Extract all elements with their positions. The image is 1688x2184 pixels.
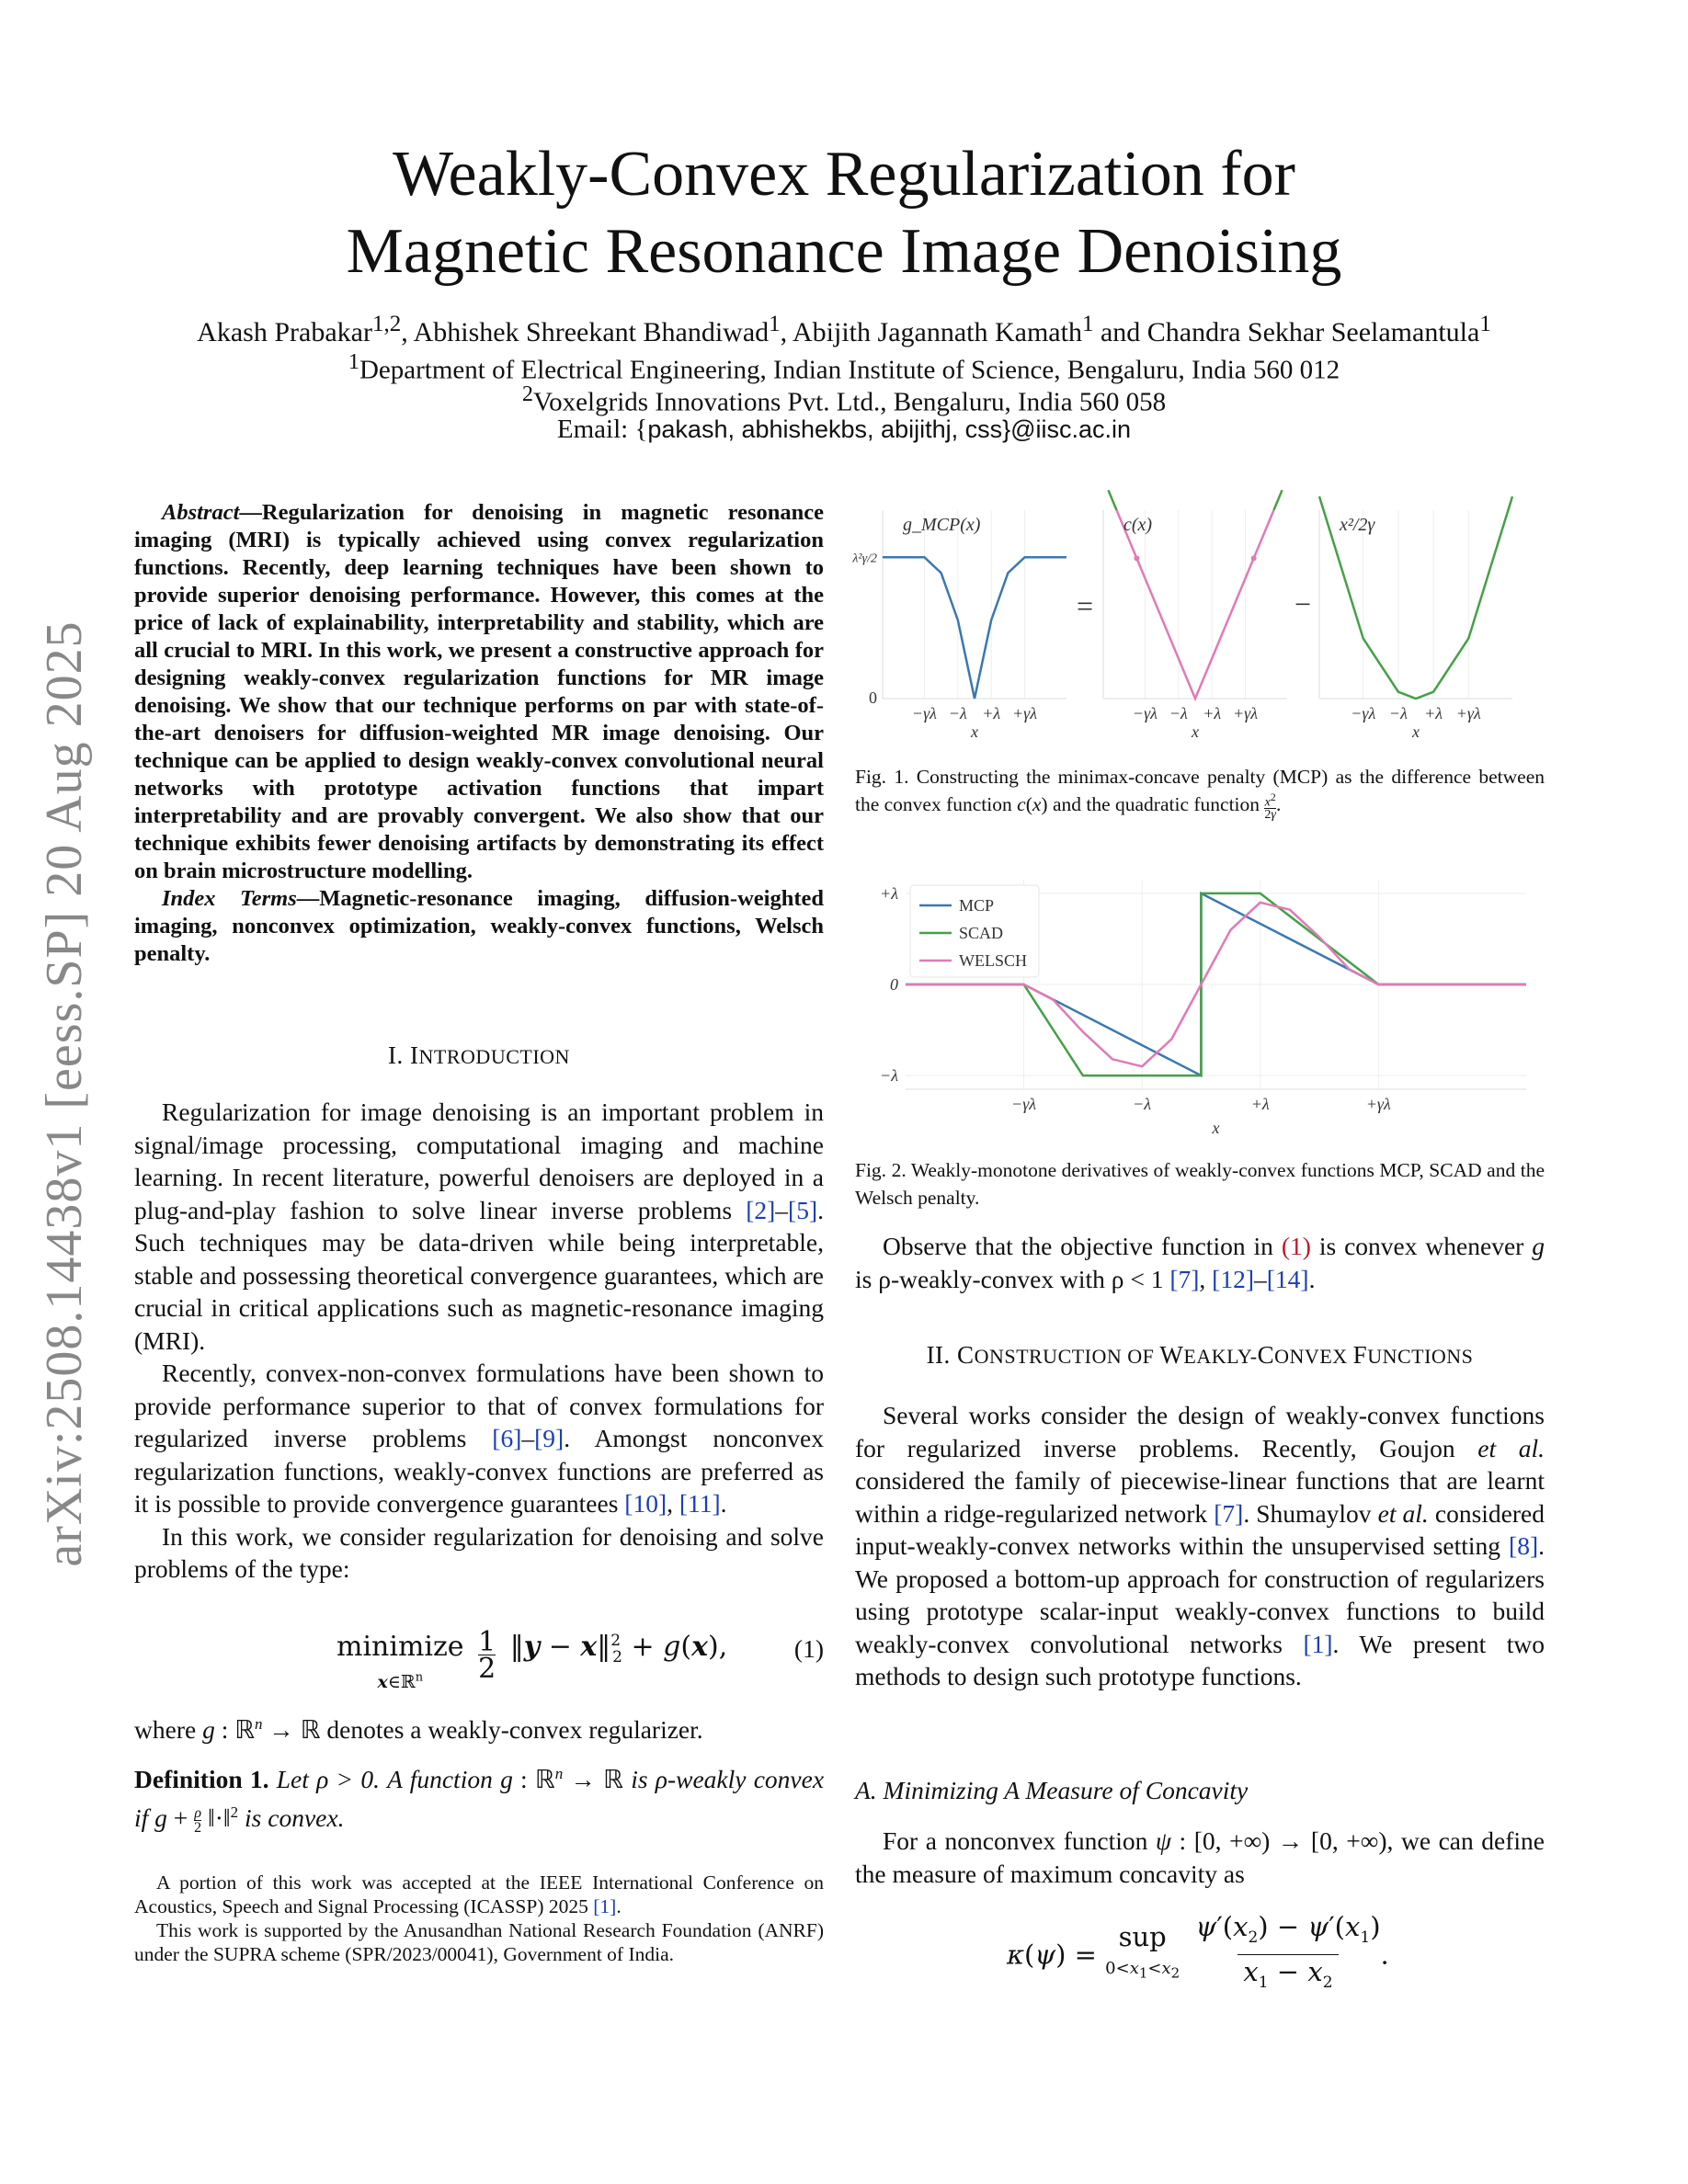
intro-body [134,1096,824,1586]
text: C [1257,1341,1275,1369]
text: – [775,1195,789,1224]
affiliation-sup: 1 [348,349,359,374]
footnotes [134,1871,824,1966]
construction-paragraph [855,1399,1545,1693]
index-terms-label: Index Terms [162,886,297,911]
author-affil-sup: 1 [769,312,781,336]
text: . [720,1489,727,1518]
text: . We proposed a bottom-up approach for construction of regularizers using prototype scalar-input weakly-convex functions to build weakly-convex convolutional networks [855,1531,1545,1658]
text: – [521,1424,535,1452]
y-tick-label: +λ [880,883,898,903]
fig1-panel-label: g_MCP(x) [903,515,981,535]
text: . [1275,793,1282,815]
section-title-rest: NTRODUCTION [418,1045,570,1068]
section-number: II. [926,1341,951,1369]
fig1-panel-label: x²/2γ [1340,515,1375,535]
citation-link[interactable]: [12] [1212,1264,1254,1293]
equation-number: (1) [793,1634,824,1663]
fig1-panel [883,510,1066,741]
legend-label: MCP [959,896,995,915]
fig1-curve-2 [1117,510,1274,699]
text: For a nonconvex function [883,1826,1156,1855]
x-axis-label: x [971,722,978,741]
author-affil-sup: 1 [1081,312,1094,336]
text: , [667,1489,679,1518]
text: A portion of this work was accepted at the IEEE International Conference on Acoustics, Speech and Signal Processing (ICASSP) 2025 [134,1871,824,1917]
fig1-curve-1 [883,557,1066,699]
fig1-marker [1134,555,1139,561]
affiliation-sup: 2 [521,381,533,406]
subsection-heading: A. Minimizing A Measure of Concavity [855,1776,1249,1804]
author-separator: , [780,317,793,347]
text: Recently, convex-non-convex formulations have been shown to provide performance superior to that of convex formulations for regularized inverse problems [134,1359,824,1452]
email-users: pakash, abhishekbs, abijithj, css [647,415,1003,443]
equation-link[interactable]: (1) [1281,1232,1311,1260]
x-tick-label: −λ [1388,704,1408,722]
text: et al. [1377,1498,1429,1528]
legend-label: SCAD [959,924,1004,942]
text: Regularization for image denoising is an important problem in signal/image processing, computational imaging and machine learning. In recent literature, powerful denoisers are deployed in a plug-and-play fashion to solve linear inverse problems [134,1098,824,1224]
author-affil-sup: 1 [1479,312,1491,336]
text: . Shumaylov [1243,1498,1378,1528]
x-axis-label: x [1412,722,1420,741]
text: F [1352,1341,1368,1369]
x-tick-label: −γλ [1011,1095,1037,1113]
definition-label: Definition 1. [134,1765,269,1794]
definition-text-c: is convex. [238,1803,345,1832]
section-heading-construction [855,1341,1545,1370]
x-tick-label: −γλ [1132,704,1158,722]
text: Observe that the objective function in [883,1232,1282,1260]
abstract-label: Abstract [162,500,240,525]
citation-link[interactable]: [1] [593,1895,617,1917]
text: and the quadratic function [1047,793,1265,815]
citation-link[interactable]: [1] [1303,1629,1333,1658]
text: denotes a weakly-convex regularizer. [320,1715,703,1745]
y-tick-label: 0 [890,975,898,994]
text: considered the family of piecewise-linear functions that are learnt within a ridge-regularized network [855,1466,1545,1528]
author-name: Chandra Sekhar Seelamantula [1146,317,1480,347]
definition-text-a: Let ρ > 0. A function [276,1765,501,1794]
eq-explanation: where g : ℝ$^n$ → ℝ denotes a weakly-convex regularizer. [134,1715,703,1745]
x-tick-label: −γλ [911,704,937,722]
text: , [1199,1264,1213,1293]
arxiv-sidebar [18,588,110,1599]
fig1-panel [1319,496,1512,741]
equation-1 [134,1627,824,1710]
x-tick-label: +γλ [1365,1095,1391,1113]
legend-label: WELSCH [959,951,1027,970]
intro-paragraph-2 [134,1357,824,1520]
x-tick-label: +λ [1203,704,1222,722]
text: . Amongst nonconvex regularization functions, weakly-convex functions are preferred as it is possible to provide convergence guarantees [134,1424,824,1518]
text: . [1308,1264,1316,1293]
y-tick-label: 0 [869,688,877,707]
x-tick-label: +λ [982,704,1001,722]
text: – [1253,1264,1267,1293]
math-g: g [1532,1232,1545,1260]
text: where [134,1715,203,1745]
citation-link[interactable]: [9] [534,1424,565,1452]
index-terms-text: —Magnetic-resonance imaging, diffusion-weighted imaging, nonconvex optimization, weakly-convex functions, Welsch penalty. [134,886,824,966]
author-list [0,307,1688,350]
figure-1-caption: Fig. 1. Constructing the minimax-concave penalty (MCP) as the difference between the convex function c(x) and the quadratic function $x^2$ 2γ. [855,766,1545,823]
observation-paragraph [855,1230,1545,1295]
author-name: Abijith Jagannath Kamath [793,317,1082,347]
x-axis-label: x [1212,1119,1220,1137]
text: is convex whenever [1310,1232,1533,1260]
fig1-curve-tip [1273,490,1282,510]
email-domain: }@iisc.ac.in [1002,415,1132,443]
figure-2 [855,859,1545,1144]
author-name: Abhishek Shreekant Bhandiwad [413,317,770,347]
citation-link[interactable]: [10] [624,1489,667,1518]
text: EAKLY- [1183,1345,1258,1368]
text: Several works consider the design of weakly-convex functions for regularized inverse problems. Recently, Goujon [855,1401,1545,1462]
email-prefix: Email: { [556,415,648,444]
author-separator: and [1093,317,1147,347]
text: . [616,1895,622,1917]
paper-title [0,136,1688,290]
x-tick-label: +γλ [1012,704,1038,722]
abstract-text: —Regularization for denoising in magnetic resonance imaging (MRI) is typically achieved using convex regularization functions. Recently, deep learning techniques have been shown to provide superior denoising performance. However, this comes at the price of lack of explainability, interpretability and stability, which are all crucial to MRI. In this work, we present a constructive approach for designing weakly-convex regularization functions for MR image denoising. We show that our technique performs on par with state-of-the-art denoisers for diffusion-weighted MR image denoising. Our technique can be applied to design weakly-convex convolutional neural networks with prototype activation functions that impart interpretability and are provably convergent. We also show that our technique exhibits fewer denoising artifacts by demonstrating its effect on brain microstructure modelling. [134,500,824,883]
x-tick-label: −λ [1169,704,1188,722]
x-axis-label: x [1192,722,1199,741]
citation-link[interactable]: [11] [679,1489,721,1518]
definition-1: Definition 1. Let ρ > 0. A function g : ℝ$^n$ → ℝ is ρ-weakly convex if $g + \frac{\rho}{2}$ ‖·‖$^2$ is convex. [134,1765,825,1836]
footnote-1 [134,1871,824,1918]
y-tick-label: λ²γ/2 [852,552,877,566]
citation-link[interactable]: [8] [1509,1531,1539,1560]
minus-sign: − [1294,587,1312,620]
text: ONVEX [1274,1345,1353,1368]
title-line-1: Weakly-Convex Regularization for [393,139,1295,210]
x-tick-label: −λ [948,704,967,722]
intro-paragraph-1 [134,1096,824,1357]
section-title-cap: I [410,1041,419,1069]
title-line-2: Magnetic Resonance Image Denoising [346,216,1342,287]
citation-link[interactable]: [7] [1169,1264,1200,1293]
email-line [0,413,1688,446]
fig1-panel [1103,490,1287,741]
text: Fig. 1. Constructing the minimax-concave penalty (MCP) as the difference between the convex function [855,766,1545,815]
equation-kappa: κ(ψ) = sup $0<x_1<x_2$ $\psi'(x_2) - \psi'(x_1)$ $x_1 - x_2$. [1007,1910,1389,1999]
text: . We present two methods to design such prototype functions. [855,1629,1545,1690]
equals-sign: = [1076,589,1094,622]
author-separator: , [401,317,414,347]
citation-link[interactable]: [6] [492,1424,522,1452]
x-tick-label: +γλ [1455,704,1481,722]
concavity-paragraph: For a nonconvex function ψ : [0, +∞) → [0, +∞), we can define the measure of maximum concavity as [855,1826,1545,1888]
text: is ρ-weakly-convex with ρ < 1 [855,1264,1170,1293]
y-tick-label: −λ [880,1066,898,1086]
text: W [1159,1341,1184,1369]
intro-paragraph-3: In this work, we consider regularization for denoising and solve problems of the type: [134,1521,824,1583]
arxiv-identifier: arXiv:2508.14438v1 [eess.SP] 20 Aug 2025 [36,620,93,1567]
text: considered input-weakly-convex networks within the unsupervised setting [855,1498,1545,1560]
fig1-curve-tip [1108,490,1116,510]
text: UNCTIONS [1367,1345,1474,1368]
section-heading-introduction [134,1041,824,1070]
affiliation-text: Department of Electrical Engineering, Indian Institute of Science, Bengaluru, India 560 012 [359,355,1340,385]
affiliation-text: Voxelgrids Innovations Pvt. Ltd., Bengaluru, India 560 058 [532,387,1167,417]
legend [910,885,1039,977]
text: . Such techniques may be data-driven while being interpretable, stable and possessing theoretical convergence guarantees, which are crucial in critical applications such as magnetic-resonance imaging (MRI). [134,1195,824,1355]
figure-1 [852,496,1554,749]
x-tick-label: +λ [1250,1095,1270,1113]
author-affil-sup: 1,2 [371,312,402,336]
author-name: Akash Prabakar [197,317,372,347]
text: , we can define the measure of maximum concavity as [855,1826,1545,1888]
fig1-panel-label: c(x) [1123,515,1153,535]
definition-text-b: is ρ-weakly convex if [134,1765,825,1832]
citation-link[interactable]: [2] [746,1195,776,1224]
text: C [957,1341,975,1369]
text: et al. [1477,1433,1545,1462]
section-number: I. [388,1041,404,1069]
text: ONSTRUCTION OF [974,1345,1160,1368]
figure-2-caption: Fig. 2. Weakly-monotone derivatives of weakly-convex functions MCP, SCAD and the Welsch penalty. [855,1159,1545,1209]
citation-link[interactable]: [14] [1266,1264,1309,1293]
x-tick-label: +γλ [1233,704,1259,722]
citation-link[interactable]: [7] [1214,1498,1244,1528]
equation-1-body: minimize x∈ℝ$^n$ 1 2 ‖y − x‖$^2_2$ + g(x), [336,1626,728,1692]
x-tick-label: +λ [1424,704,1443,722]
citation-link[interactable]: [5] [788,1195,818,1224]
abstract [134,499,824,968]
footnote-2: This work is supported by the Anusandhan National Research Foundation (ANRF) under the SUPRA scheme (SPR/2023/00041), Government of India. [134,1919,824,1965]
x-tick-label: −λ [1133,1095,1152,1113]
x-tick-label: −γλ [1351,704,1376,722]
fig1-marker [1251,555,1257,561]
